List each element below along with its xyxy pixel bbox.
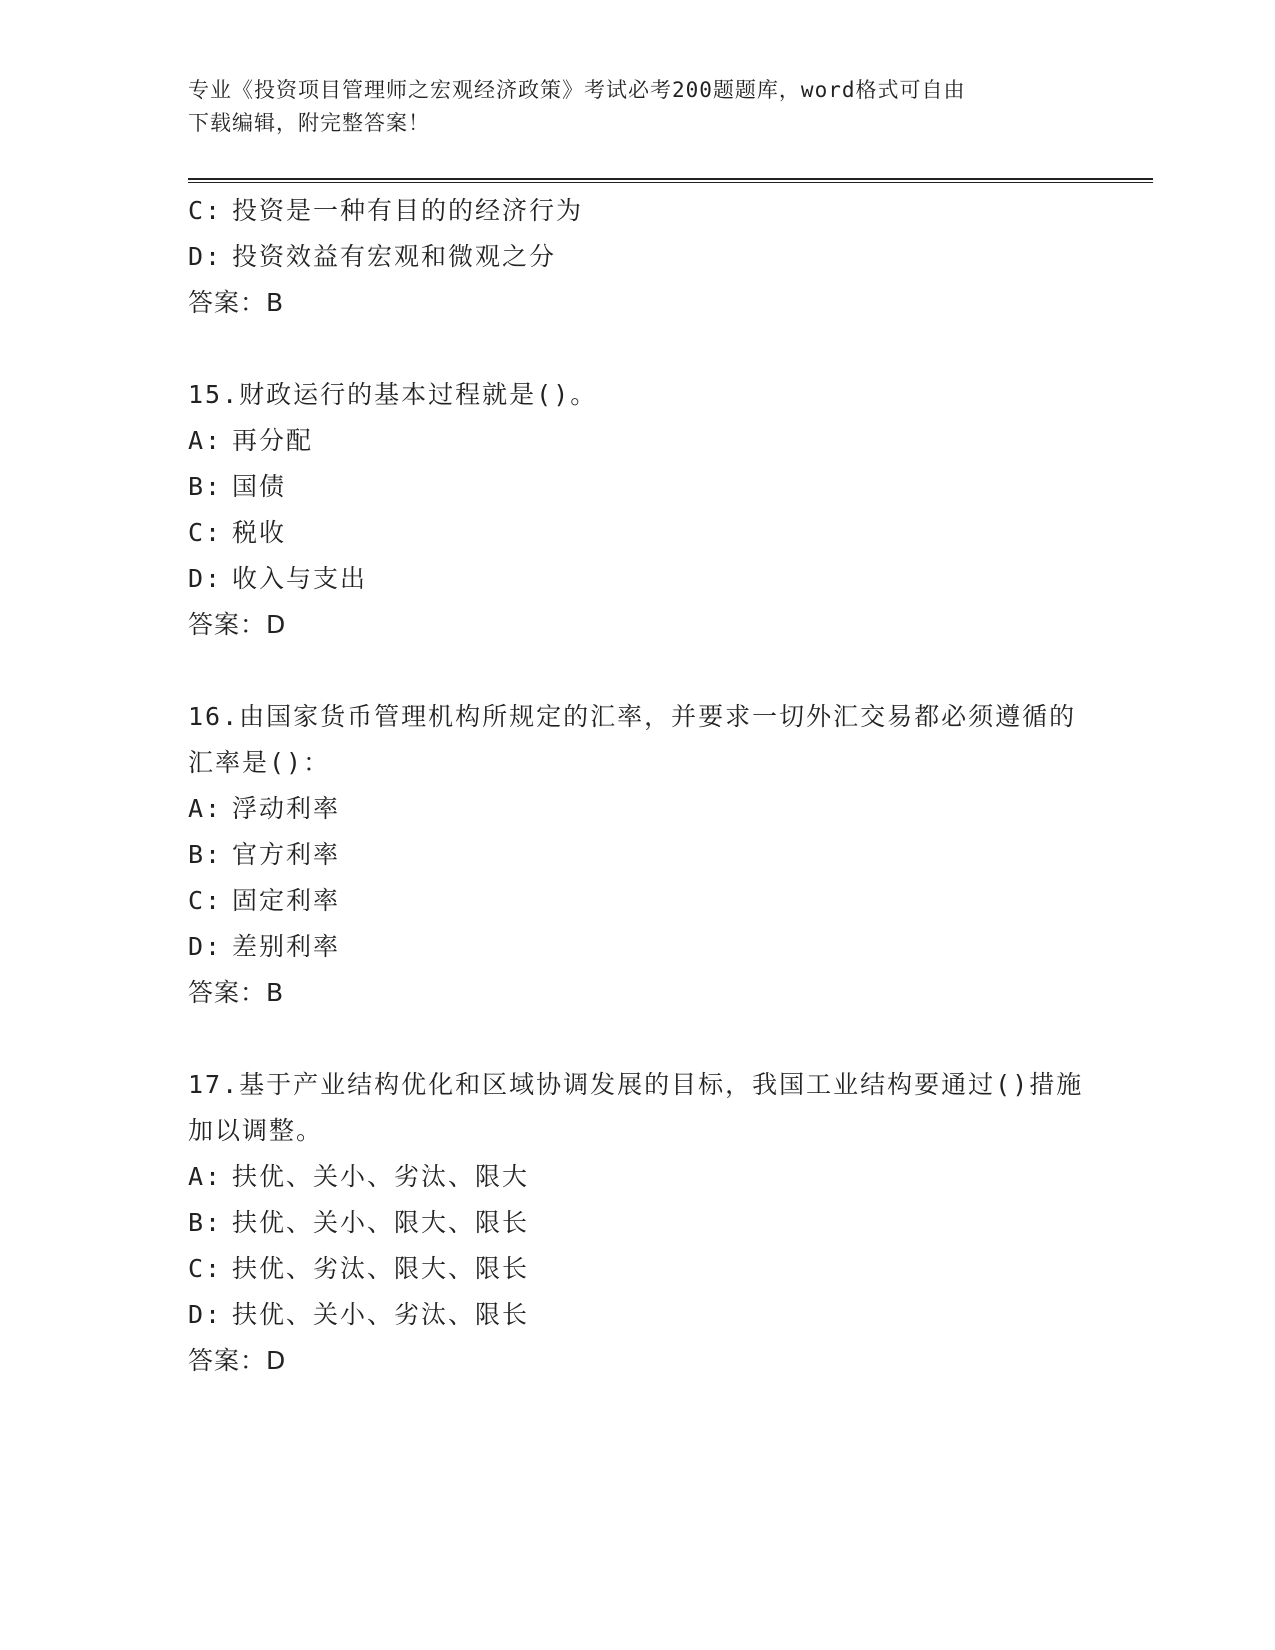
option-letter: C: (188, 1254, 223, 1283)
answer-line: 答案：D (188, 610, 287, 639)
option-d (188, 1292, 1088, 1338)
option-letter: D: (188, 242, 223, 271)
option-b (188, 464, 1088, 510)
option-text: 投资是一种有目的的经济行为 (232, 196, 584, 225)
option-c (188, 188, 1088, 234)
option-c (188, 1246, 1088, 1292)
option-letter: A: (188, 1162, 223, 1191)
answer-line: 答案：B (188, 288, 285, 317)
option-d (188, 556, 1088, 602)
option-text: 收入与支出 (232, 564, 368, 593)
option-letter: B: (188, 840, 223, 869)
option-text: 扶优、劣汰、限大、限长 (232, 1254, 530, 1283)
question-16 (188, 694, 1088, 1016)
option-letter: B: (188, 472, 223, 501)
header-divider (188, 178, 1153, 183)
option-text: 再分配 (232, 426, 314, 455)
option-c (188, 510, 1088, 556)
document-header (188, 74, 1088, 140)
option-letter: A: (188, 426, 223, 455)
option-letter: C: (188, 886, 223, 915)
option-letter: C: (188, 196, 223, 225)
option-letter: A: (188, 794, 223, 823)
question-list (188, 188, 1088, 1384)
question-15 (188, 372, 1088, 648)
option-letter: D: (188, 564, 223, 593)
option-letter: B: (188, 1208, 223, 1237)
option-a (188, 1154, 1088, 1200)
question-stem: 17.基于产业结构优化和区域协调发展的目标，我国工业结构要通过()措施加以调整。 (188, 1070, 1084, 1145)
option-text: 税收 (232, 518, 287, 547)
question-stem: 16.由国家货币管理机构所规定的汇率，并要求一切外汇交易都必须遵循的汇率是()： (188, 702, 1077, 777)
option-a (188, 786, 1088, 832)
option-letter: D: (188, 1300, 223, 1329)
option-c (188, 878, 1088, 924)
option-text: 扶优、关小、劣汰、限大 (232, 1162, 530, 1191)
option-a (188, 418, 1088, 464)
option-b (188, 1200, 1088, 1246)
header-line-2: 下载编辑，附完整答案！ (188, 111, 430, 135)
option-d (188, 234, 1088, 280)
option-b (188, 832, 1088, 878)
option-text: 投资效益有宏观和微观之分 (232, 242, 557, 271)
option-d (188, 924, 1088, 970)
answer-line: 答案：B (188, 978, 285, 1007)
option-letter: D: (188, 932, 223, 961)
option-text: 国债 (232, 472, 287, 501)
option-letter: C: (188, 518, 223, 547)
option-text: 扶优、关小、限大、限长 (232, 1208, 530, 1237)
previous-question-tail (188, 188, 1088, 326)
question-stem: 15.财政运行的基本过程就是()。 (188, 380, 598, 409)
option-text: 差别利率 (232, 932, 341, 961)
question-17 (188, 1062, 1088, 1384)
answer-line: 答案：D (188, 1346, 287, 1375)
header-line-1: 专业《投资项目管理师之宏观经济政策》考试必考200题题库，word格式可自由 (188, 78, 966, 102)
option-text: 固定利率 (232, 886, 341, 915)
option-text: 官方利率 (232, 840, 341, 869)
option-text: 扶优、关小、劣汰、限长 (232, 1300, 530, 1329)
option-text: 浮动利率 (232, 794, 341, 823)
